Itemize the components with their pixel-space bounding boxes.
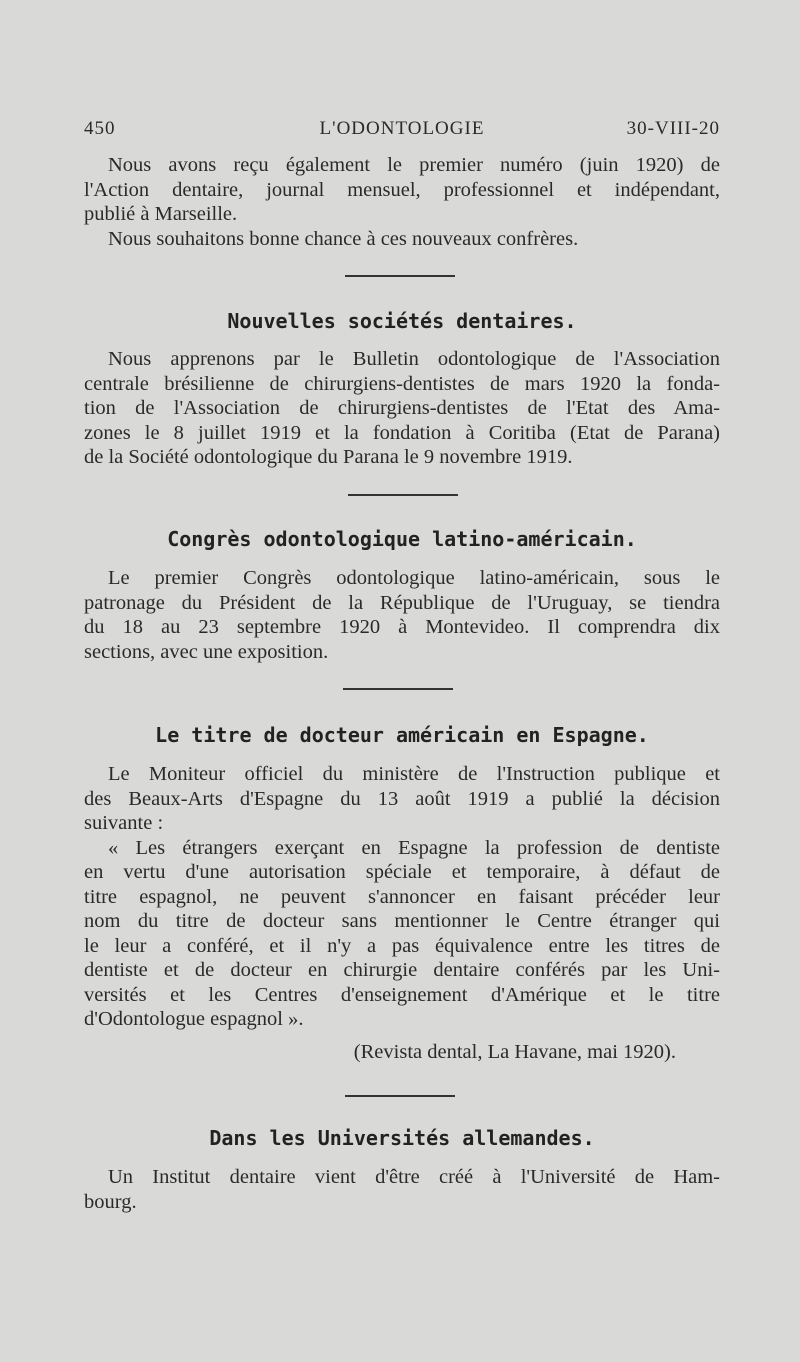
text-line: Le Moniteur officiel du ministère de l'Instruction publique et	[108, 763, 720, 785]
text-line: de la Société odontologique du Parana le 9 novembre 1919.	[84, 446, 573, 468]
issue-date: 30-VIII-20	[626, 118, 720, 139]
section-body	[84, 762, 720, 1032]
text-line: bourg.	[84, 1190, 137, 1213]
section-body	[84, 347, 720, 470]
text-line: sections, avec une exposition.	[84, 640, 329, 663]
text-line: titre espagnol, ne peuvent s'annoncer en faisant précéder leur	[84, 885, 720, 908]
section-title: Le titre de docteur américain en Espagne.	[155, 723, 649, 747]
intro-paragraph	[84, 153, 720, 251]
section-body	[84, 566, 720, 664]
section-divider	[343, 688, 453, 690]
text-line: zones le 8 juillet 1919 et la fondation à Coritiba (Etat de Parana)	[84, 421, 720, 444]
text-line: tion de l'Association de chirurgiens-dentistes de l'Etat des Ama-	[84, 397, 720, 419]
text-line: l'Action dentaire, journal mensuel, professionnel et indépendant,	[84, 178, 720, 201]
citation: (Revista dental, La Havane, mai 1920).	[353, 1041, 676, 1063]
text-line: versités et les Centres d'enseignement d'Amérique et le titre	[84, 983, 720, 1006]
section-title: Congrès odontologique latino-américain.	[167, 527, 637, 551]
text-line: du 18 au 23 septembre 1920 à Montevideo. Il comprendra dix	[84, 616, 720, 638]
text-line: centrale brésilienne de chirurgiens-dentistes de mars 1920 la fonda-	[84, 372, 720, 395]
section-title: Dans les Universités allemandes.	[209, 1126, 595, 1150]
section-title: Nouvelles sociétés dentaires.	[227, 309, 577, 333]
text-line: Nous avons reçu également le premier numéro (juin 1920) de	[108, 154, 720, 176]
section-divider	[348, 494, 458, 496]
text-line: Un Institut dentaire vient d'être créé à l'Université de Ham-	[108, 1166, 720, 1188]
section-divider	[345, 275, 455, 277]
text-line: en vertu d'une autorisation spéciale et temporaire, à défaut de	[84, 861, 720, 883]
text-line: dentiste et de docteur en chirurgie dentaire conférés par les Uni-	[84, 959, 720, 981]
text-line: le leur a conféré, et il n'y a pas équivalence entre les titres de	[84, 934, 720, 957]
section-body	[84, 1165, 720, 1214]
text-line: Le premier Congrès odontologique latino-américain, sous le	[108, 567, 720, 589]
text-line: « Les étrangers exerçant en Espagne la profession de dentiste	[108, 836, 720, 859]
section-divider	[345, 1095, 455, 1097]
text-line: des Beaux-Arts d'Espagne du 13 août 1919 a publié la décision	[84, 787, 720, 810]
page-header	[84, 118, 720, 142]
text-line: Nous apprenons par le Bulletin odontologique de l'Association	[108, 348, 720, 370]
text-line: patronage du Président de la République de l'Uruguay, se tiendra	[84, 591, 720, 614]
text-line: d'Odontologue espagnol ».	[84, 1008, 304, 1030]
journal-title: L'ODONTOLOGIE	[319, 118, 485, 139]
text-line: Nous souhaitons bonne chance à ces nouveaux confrères.	[108, 227, 579, 250]
text-line: suivante :	[84, 812, 164, 834]
text-line: nom du titre de docteur sans mentionner le Centre étranger qui	[84, 910, 720, 932]
text-line: publié à Marseille.	[84, 203, 238, 225]
page-number: 450	[84, 118, 116, 139]
